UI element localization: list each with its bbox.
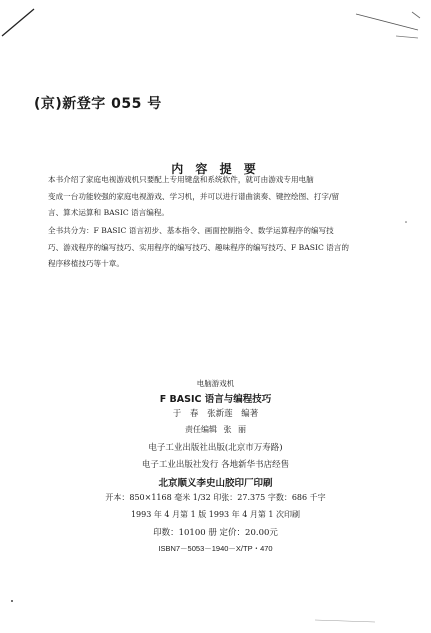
summary-line: 变成一台功能较强的家庭电视游戏、学习机，并可以进行谱曲演奏、键控绘图、打字/留 (48, 191, 340, 201)
edition-info: 1993 年 4 月第 1 版 1993 年 4 月第 1 次印刷 (130, 510, 301, 519)
registration-number: (京)新登字 055 号 (34, 96, 162, 112)
publisher: 电子工业出版社出版(北京市万寿路) (148, 443, 283, 453)
book-title: F BASIC 语言与编程技巧 (159, 394, 272, 405)
isbn: ISBN7－5053－1940－X/TP・470 (158, 544, 273, 553)
printer: 北京顺义李史山胶印厂印刷 (158, 478, 273, 489)
distributor: 电子工业出版社发行 各地新华书店经售 (141, 460, 290, 470)
format-specs: 开本：850×1168 毫米 1/32 印张：27.375 字数：686 千字 (105, 493, 326, 502)
summary-line: 言、算术运算和 BASIC 语言编程。 (48, 208, 170, 217)
summary-paragraph-1 (48, 172, 386, 222)
summary-line: 全书共分为：F BASIC 语言初步、基本指令、画面控制指令、数学运算程序的编写技 (48, 226, 334, 235)
summary-line: 程序移植技巧等十章。 (48, 259, 124, 268)
summary-title: 内 容 提 要 (171, 162, 260, 176)
summary-paragraph-2 (48, 223, 386, 273)
series-name: 电脑游戏机 (196, 379, 235, 388)
responsible-editor: 责任编辑 张 丽 (184, 425, 247, 434)
authors: 于 春 张新莲 编著 (172, 409, 259, 419)
summary-line: 巧、游戏程序的编写技巧、实用程序的编写技巧、趣味程序的编写技巧、F BASIC 语言的 (48, 242, 349, 252)
summary-line: 本书介绍了家庭电视游戏机只要配上专用键盘和系统软件，就可由游戏专用电脑 (48, 175, 314, 184)
print-run-price: 印数：10100 册 定价：20.00元 (153, 528, 278, 538)
